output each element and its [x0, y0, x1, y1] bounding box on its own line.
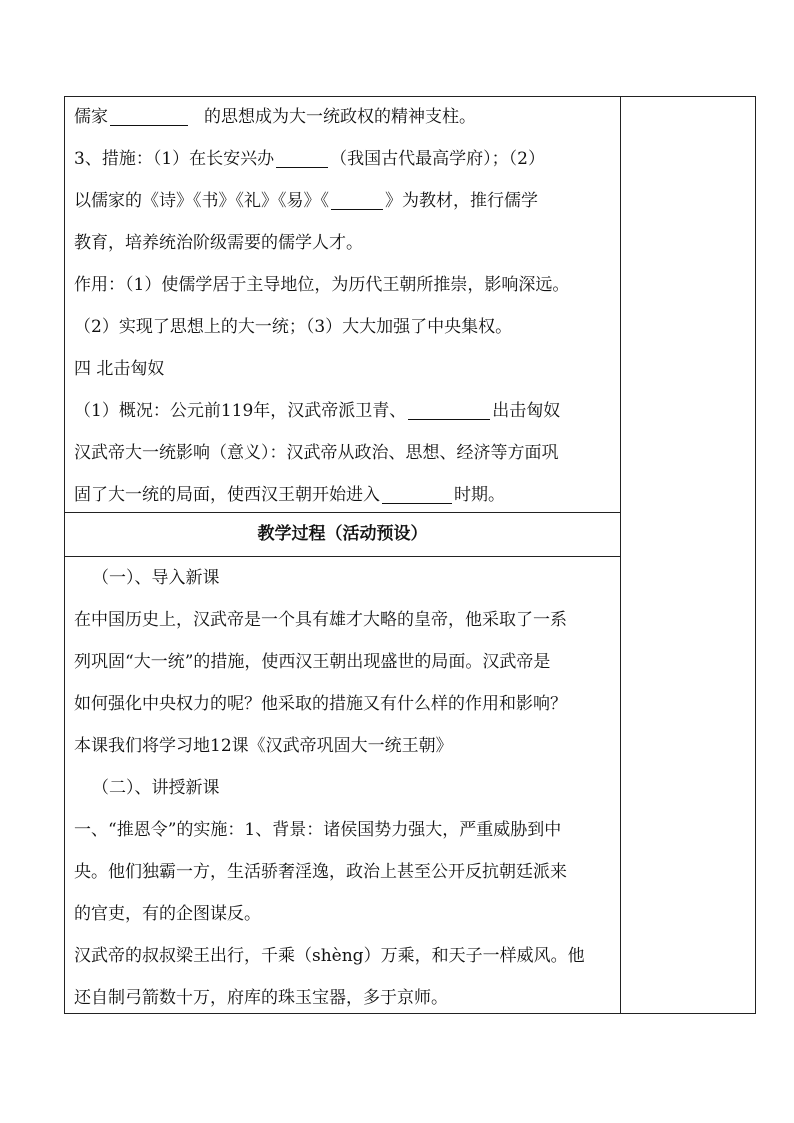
text-line: 列巩固“大一统”的措施，使西汉王朝出现盛世的局面。汉武帝是: [74, 652, 551, 672]
text-line: 教育，培养统治阶级需要的儒学人才。: [74, 233, 363, 253]
subsection-title: （二）、讲授新课: [92, 778, 220, 798]
text-line: 央。他们独霸一方，生活骄奢淫逸，政治上甚至公开反抗朝廷派来: [74, 862, 567, 882]
text-line: 儒家 的思想成为大一统政权的精神支柱。: [74, 96, 614, 138]
text-line: 还自制弓箭数十万，府库的珠玉宝器，多于京师。: [74, 988, 448, 1008]
text-line: （2）实现了思想上的大一统；（3）大大加强了中央集权。: [74, 317, 513, 337]
teaching-process-heading: 教学过程（活动预设）: [257, 524, 428, 544]
text-line: 本课我们将学习地12课《汉武帝巩固大一统王朝》: [74, 736, 453, 756]
fill-blank[interactable]: [110, 103, 188, 126]
text-line: 一、“推恩令”的实施：1、背景：诸侯国势力强大，严重威胁到中: [74, 820, 562, 840]
section-title: 四 北击匈奴: [74, 359, 165, 379]
text-line: （1）概况：公元前119年，汉武帝派卫青、 出击匈奴: [74, 390, 614, 432]
text-line: 3、措施：（1）在长安兴办 （我国古代最高学府）；（2）: [74, 138, 614, 180]
fill-blank[interactable]: [331, 187, 383, 210]
fill-blank[interactable]: [276, 145, 328, 168]
teaching-section: [74, 557, 614, 1019]
review-section: [74, 96, 614, 516]
text-line: 以儒家的《诗》《书》《礼》《易》《 》为教材，推行儒学: [74, 180, 614, 222]
fill-blank[interactable]: [382, 481, 452, 504]
text-line: 汉武帝大一统影响（意义）：汉武帝从政治、思想、经济等方面巩: [74, 443, 559, 463]
text-line: 如何强化中央权力的呢？他采取的措施又有什么样的作用和影响？: [74, 694, 567, 714]
subsection-title: （一）、导入新课: [92, 568, 220, 588]
text-line: 在中国历史上，汉武帝是一个具有雄才大略的皇帝，他采取了一系: [74, 610, 567, 630]
text-line: 的官吏，有的企图谋反。: [74, 904, 261, 924]
text-line: 汉武帝的叔叔梁王出行，千乘（shèng）万乘，和天子一样威风。他: [74, 946, 585, 966]
text-line: 固了大一统的局面，使西汉王朝开始进入 时期。: [74, 474, 614, 516]
text-line: 作用：（1）使儒学居于主导地位，为历代王朝所推崇，影响深远。: [74, 275, 570, 295]
fill-blank[interactable]: [408, 397, 490, 420]
